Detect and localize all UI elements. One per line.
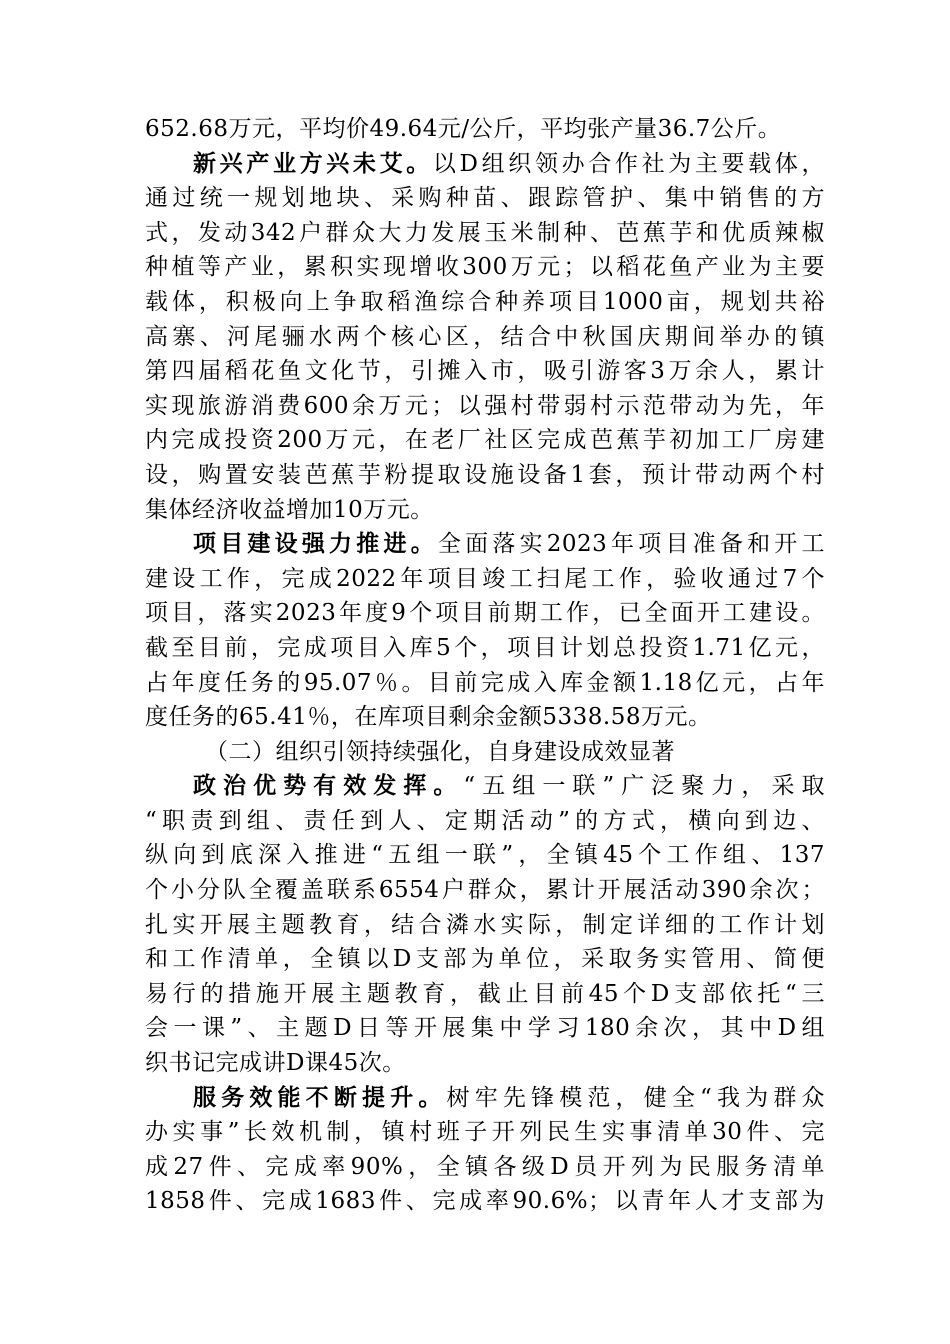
text-line: 建设工作，完成2022年项目竣工扫尾工作，验收通过7个 (145, 565, 825, 592)
paragraph-lead: 服务效能不断提升。 (193, 1083, 447, 1111)
paragraph-emerging-industries (145, 147, 825, 528)
text-line: 652.68万元，平均价49.64元/公斤，平均张产量36.7公斤。 (145, 116, 782, 142)
paragraph-first-line (145, 147, 825, 182)
text-line: 织书记完成讲D课45次。 (145, 1050, 406, 1077)
text-line: 设，购置安装芭蕉芋粉提取设施设备1套，预计带动两个村 (145, 461, 825, 488)
text-line: 个小分队全覆盖联系6554户群众，累计开展活动390余次； (145, 877, 825, 904)
text-line: 项目，落实2023年度9个项目前期工作，已全面开工建设。 (145, 600, 825, 627)
text-line: 高寨、河尾骊水两个核心区，结合中秋国庆期间举办的镇 (145, 323, 825, 350)
paragraph-first-rest: 树牢先锋模范，健全“我为群众 (446, 1084, 825, 1111)
text-line: 易行的措施开展主题教育，截止目前45个D支部依托“三 (145, 980, 825, 1007)
text-line: 第四届稻花鱼文化节，引摊入市，吸引游客3万余人，累计 (145, 358, 825, 385)
document-page (145, 112, 825, 1219)
paragraph-lead: 项目建设强力推进。 (193, 530, 438, 558)
text-line: 占年度任务的95.07％。目前完成入库金额1.18亿元，占年 (145, 669, 825, 696)
text-line: 度任务的65.41％，在库项目剩余金额5338.58万元。 (145, 704, 712, 731)
text-line: 通过统一规划地块、采购种苗、跟踪管护、集中销售的方 (145, 185, 825, 212)
text-line: 式，发动342户群众大力发展玉米制种、芭蕉芋和优质辣椒 (145, 219, 825, 246)
paragraph-first-line (145, 769, 825, 804)
paragraph-project-construction (145, 527, 825, 735)
paragraph-first-rest: 以D组织领办合作社为主要载体， (432, 150, 825, 177)
text-line: 截至目前，完成项目入库5个，项目计划总投资1.71亿元， (145, 634, 825, 661)
paragraph-service-efficiency (145, 1081, 825, 1219)
text-line: 内完成投资200万元，在老厂社区完成芭蕉芋初加工厂房建 (145, 427, 825, 454)
paragraph-first-line (145, 527, 825, 562)
text-line: 种植等产业，累积实现增收300万元；以稻花鱼产业为主要 (145, 254, 825, 281)
text-line: 1858件、完成1683件、完成率90.6%；以青年人才支部为 (145, 1188, 825, 1215)
text-line: 会一课”、主题D日等开展集中学习180余次，其中D组 (145, 1015, 825, 1042)
text-line: 扎实开展主题教育，结合潾水实际，制定详细的工作计划 (145, 911, 825, 938)
paragraph-first-line (145, 1081, 825, 1116)
paragraph-first-rest: 全面落实2023年项目准备和开工 (437, 531, 825, 558)
text-line: 办实事”长效机制，镇村班子开列民生实事清单30件、完 (145, 1119, 825, 1146)
text-line: 载体，积极向上争取稻渔综合种养项目1000亩，规划共裕 (145, 288, 825, 315)
section-heading: （二）组织引领持续强化，自身建设成效显著 (205, 738, 675, 765)
text-line: 和工作清单，全镇以D支部为单位，采取务实管用、简便 (145, 946, 825, 973)
text-line: 实现旅游消费600余万元；以强村带弱村示范带动为先，年 (145, 392, 825, 419)
paragraph-lead: 新兴产业方兴未艾。 (193, 149, 433, 177)
text-line: 集体经济收益增加10万元。 (145, 496, 434, 523)
text-line: 纵向到底深入推进“五组一联”，全镇45个工作组、137 (145, 842, 825, 869)
paragraph-lead: 政治优势有效发挥。 (193, 772, 464, 800)
paragraph-first-rest: “五组一联”广泛聚力，采取 (463, 773, 825, 800)
text-line: 成27件、完成率90%，全镇各级D员开列为民服务清单 (145, 1153, 825, 1180)
text-line: “职责到组、责任到人、定期活动”的方式，横向到边、 (145, 807, 825, 834)
paragraph-political-advantage (145, 769, 825, 1080)
paragraph-continuation (145, 112, 825, 147)
